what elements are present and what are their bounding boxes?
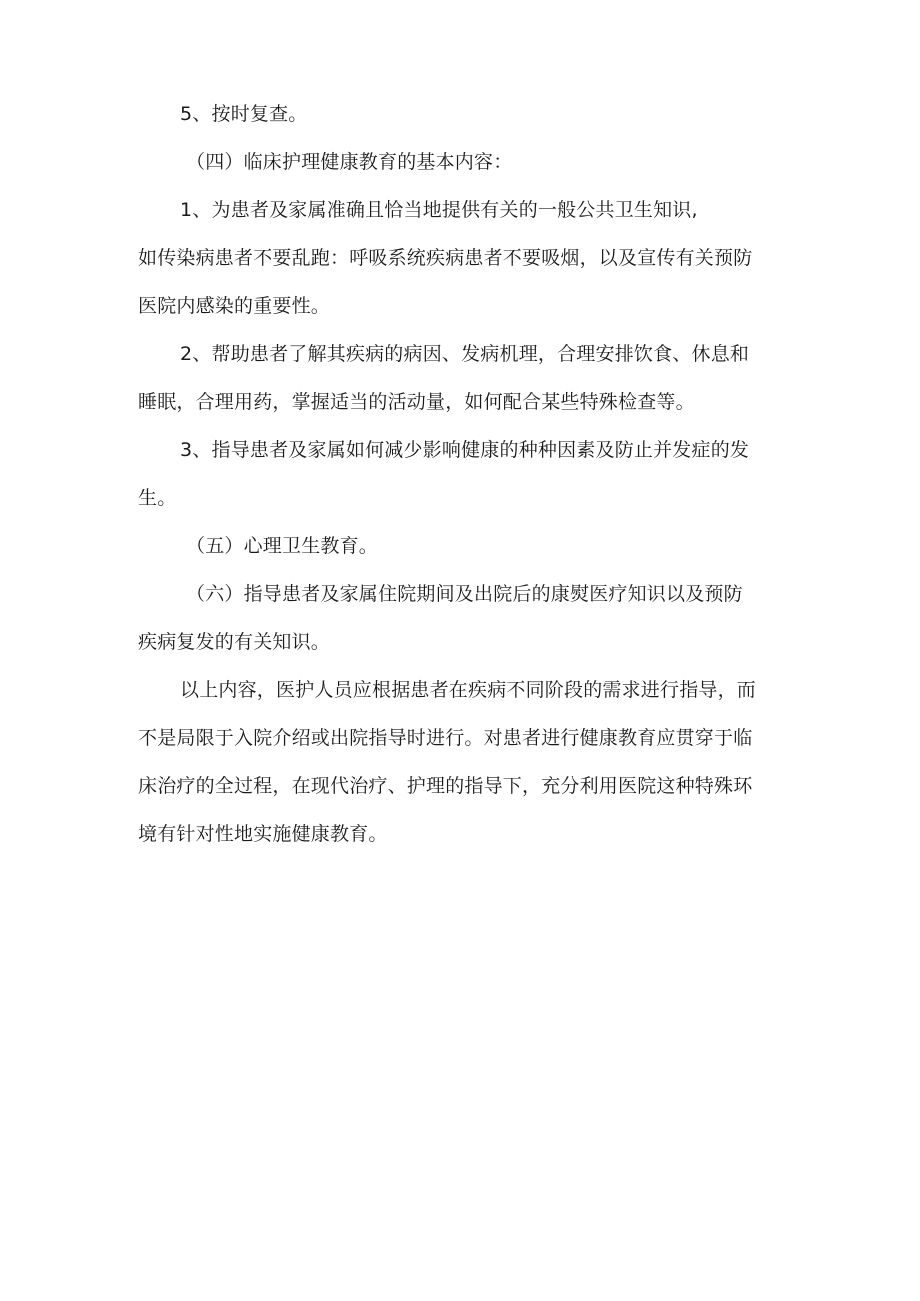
section-4-item-3-line-1: 3、指导患者及家属如何减少影响健康的种种因素及防止并发症的发 <box>180 439 750 461</box>
summary-line-3: 床治疗的全过程，在现代治疗、护理的指导下，充分利用医院这种特殊环 <box>138 775 753 797</box>
section-4-item-1-line-2: 如传染病患者不要乱跑：呼吸系统疾病患者不要吸烟，以及宣传有关预防 <box>138 247 753 269</box>
section-6-line-2: 疾病复发的有关知识。 <box>138 631 331 653</box>
section-4-item-1-line-1: 1、为患者及家属准确且恰当地提供有关的一般公共卫生知识, <box>180 199 698 221</box>
section-4-item-2-line-1: 2、帮助患者了解其疾病的病因、发病机理，合理安排饮食、休息和 <box>180 343 750 365</box>
summary-line-2: 不是局限于入院介绍或出院指导时进行。对患者进行健康教育应贯穿于临 <box>138 727 753 749</box>
section-6-line-1: （六）指导患者及家属住院期间及出院后的康熨医疗知识以及预防 <box>186 583 743 605</box>
section-5-heading: （五）心理卫生教育。 <box>186 535 379 557</box>
section-4-heading: （四）临床护理健康教育的基本内容： <box>186 151 513 173</box>
section-4-item-1-line-3: 医院内感染的重要性。 <box>138 295 331 317</box>
summary-line-1: 以上内容，医护人员应根据患者在疾病不同阶段的需求进行指导，而 <box>180 679 757 701</box>
item-5-line: 5、按时复查。 <box>180 103 308 125</box>
section-4-item-3-line-2: 生。 <box>138 487 177 509</box>
summary-line-4: 境有针对性地实施健康教育。 <box>138 823 388 845</box>
section-4-item-2-line-2: 睡眠，合理用药，掌握适当的活动量，如何配合某些特殊检查等。 <box>138 391 695 413</box>
